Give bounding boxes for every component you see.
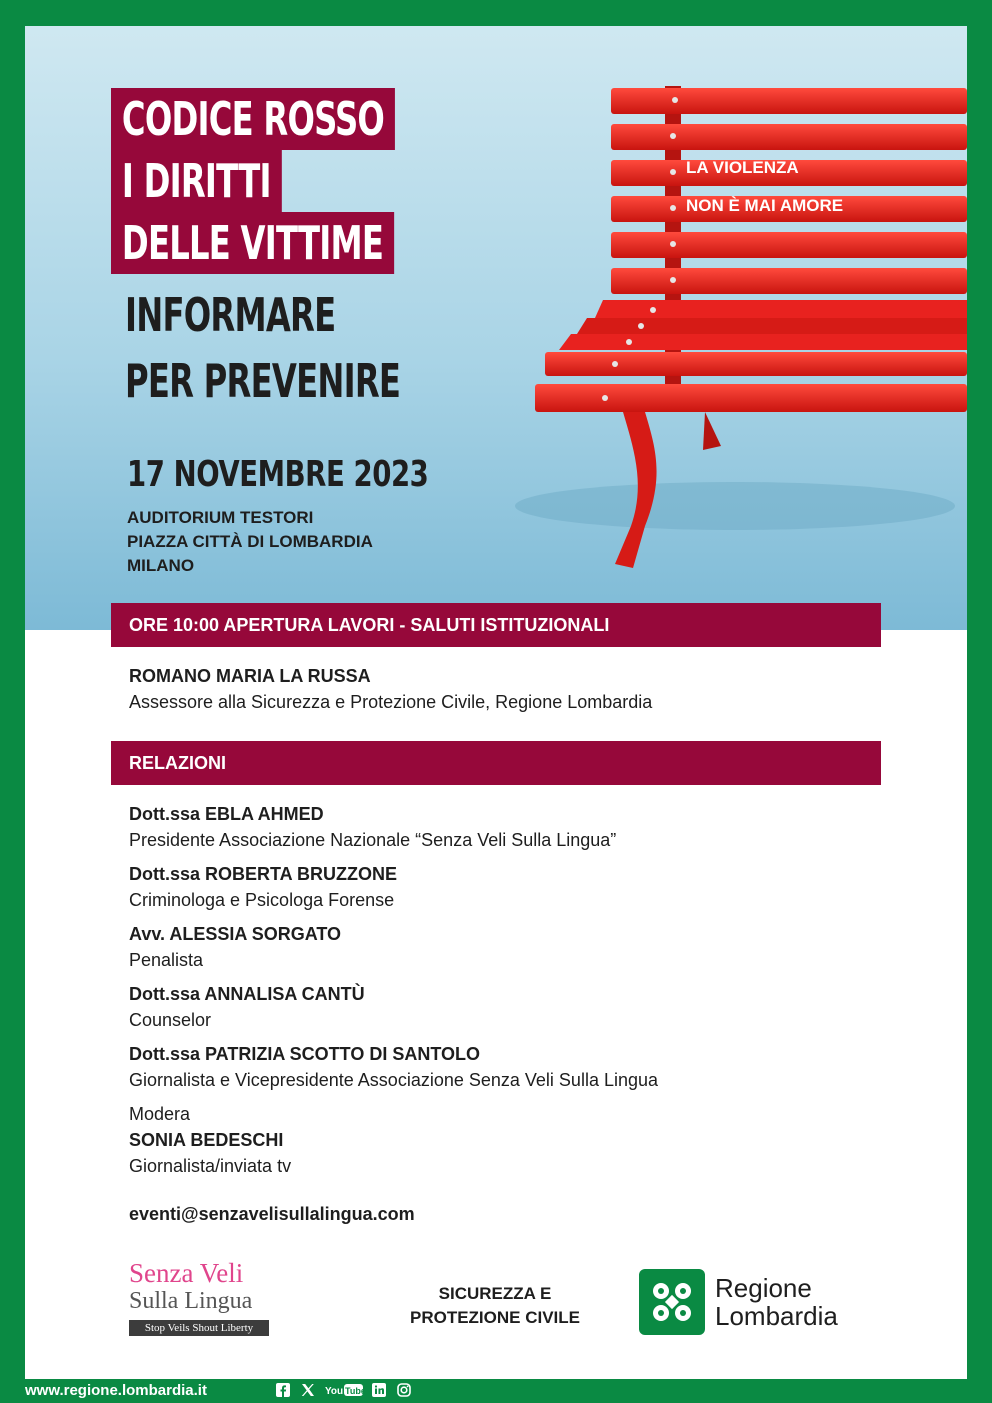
- subtitle-line-1: INFORMARE: [125, 288, 336, 342]
- moderator-role: Giornalista/inviata tv: [129, 1156, 292, 1176]
- senza-veli-logo-line-1: Senza Veli: [129, 1258, 244, 1288]
- sicurezza-line-1: SICUREZZA E: [438, 1284, 552, 1303]
- relazioni-bar: RELAZIONI: [111, 741, 881, 785]
- senza-veli-tagline: Stop Veils Shout Liberty: [129, 1320, 269, 1336]
- slogan-line-2: NON È MAI AMORE: [686, 196, 844, 215]
- title-line-1: CODICE ROSSO: [111, 88, 395, 150]
- moderator-label: Modera: [129, 1104, 191, 1124]
- regione-line-1: Regione: [715, 1273, 812, 1303]
- regione-line-2: Lombardia: [715, 1301, 838, 1331]
- speaker-name: Dott.ssa PATRIZIA SCOTTO DI SANTOLO: [129, 1044, 481, 1064]
- moderator-name: SONIA BEDESCHI: [129, 1130, 284, 1150]
- title-line-3: DELLE VITTIME: [111, 212, 394, 274]
- instagram-icon[interactable]: [397, 1383, 411, 1397]
- regione-lombardia-wordmark: [715, 1274, 838, 1330]
- hero-section: [25, 26, 967, 630]
- regione-lombardia-logo-icon: [639, 1269, 705, 1335]
- speaker-role: Giornalista e Vicepresidente Associazione Senza Veli Sulla Lingua: [129, 1070, 659, 1090]
- speaker-role: Counselor: [129, 1010, 212, 1030]
- event-venue: AUDITORIUM TESTORI: [127, 508, 314, 527]
- youtube-icon[interactable]: [325, 1383, 366, 1397]
- contact-email[interactable]: eventi@senzavelisullalingua.com: [129, 1204, 415, 1224]
- opening-speaker-role: Assessore alla Sicurezza e Protezione Civile, Regione Lombardia: [129, 692, 653, 712]
- subtitle-line-2: PER PREVENIRE: [125, 354, 401, 408]
- opening-bar: ORE 10:00 APERTURA LAVORI - SALUTI ISTITUZIONALI: [111, 603, 881, 647]
- footer-url[interactable]: www.regione.lombardia.it: [25, 1382, 207, 1399]
- svg-text:You: You: [325, 1386, 344, 1397]
- speaker-role: Penalista: [129, 950, 204, 970]
- senza-veli-logo: [125, 1258, 275, 1338]
- x-icon[interactable]: [301, 1383, 315, 1397]
- senza-veli-logo-line-2: Sulla Lingua: [129, 1288, 253, 1314]
- speaker-name: Dott.ssa ANNALISA CANTÙ: [129, 984, 365, 1004]
- opening-speaker-name: ROMANO MARIA LA RUSSA: [129, 666, 371, 686]
- speaker-name: Dott.ssa ROBERTA BRUZZONE: [129, 864, 398, 884]
- facebook-icon[interactable]: [276, 1383, 290, 1397]
- speaker-role: Criminologa e Psicologa Forense: [129, 890, 395, 910]
- poster: [25, 26, 967, 1379]
- speaker-name: Avv. ALESSIA SORGATO: [129, 924, 342, 944]
- speaker-name: Dott.ssa EBLA AHMED: [129, 804, 324, 824]
- event-city: MILANO: [127, 556, 195, 575]
- sicurezza-line-2: PROTEZIONE CIVILE: [409, 1308, 581, 1327]
- sicurezza-label: [395, 1282, 595, 1330]
- event-date: 17 NOVEMBRE 2023: [127, 454, 429, 495]
- slogan-line-1: LA VIOLENZA: [686, 158, 799, 177]
- linkedin-icon[interactable]: [372, 1383, 386, 1397]
- svg-text:Tube: Tube: [345, 1386, 366, 1396]
- event-address: PIAZZA CITTÀ DI LOMBARDIA: [127, 532, 373, 551]
- title-line-2: I DIRITTI: [111, 150, 282, 212]
- speaker-role: Presidente Associazione Nazionale “Senza Veli Sulla Lingua”: [129, 830, 617, 850]
